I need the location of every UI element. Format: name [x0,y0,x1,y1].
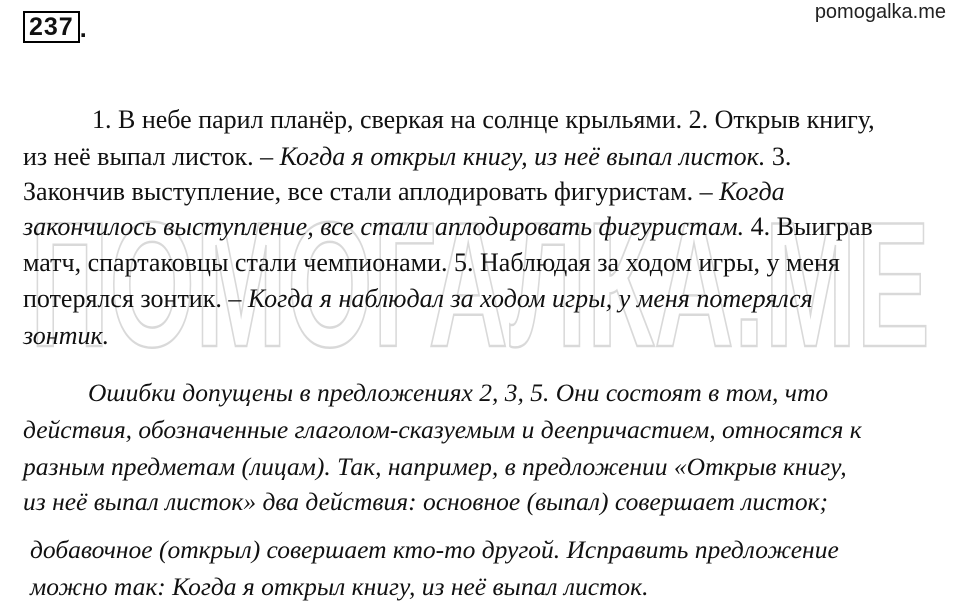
exercise-line [23,247,840,279]
corrected-text: Когда я открыл книгу, из неё выпал листок. [279,142,766,171]
explanation-line: из неё выпал листок» два действия: основное (выпал) совершает листок; [23,487,829,516]
site-label: pomogalka.me [814,1,946,23]
corrected-text: закончилось выступление, все стали аплодировать фигуристам. [23,212,745,241]
explanation-line: Ошибки допущены в предложениях 2, 3, 5. Они состоят в том, что [88,378,829,407]
plain-text: потерялся зонтик. – [23,284,248,313]
corrected-text: Когда [719,177,785,206]
exercise-line [23,141,791,173]
exercise-line [23,211,873,243]
plain-text: 1. В небе парил планёр, сверкая на солнце крыльями. 2. Открыв книгу, [92,105,875,134]
task-number-dot: . [79,15,87,43]
corrected-text: Когда я наблюдал за ходом игры, у меня потерялся [247,284,813,313]
explanation-line: добавочное (открыл) совершает кто-то другой. Исправить предложение [30,535,839,564]
plain-text: Закончив выступление, все стали аплодировать фигуристам. – [23,177,720,206]
explanation-line: разным предметам (лицам). Так, например, в предложении «Открыв книгу, [23,452,847,481]
explanation-line: можно так: Когда я открыл книгу, из неё выпал листок. [30,572,649,601]
task-number-box: 237 [23,11,80,43]
exercise-line [92,104,875,136]
explanation-line: действия, обозначенные глаголом-сказуемым и деепричастием, относятся к [23,415,862,444]
exercise-line [23,176,785,208]
plain-text: матч, спартаковцы стали чемпионами. 5. Наблюдая за ходом игры, у меня [23,248,840,277]
exercise-line [23,283,813,315]
exercise-line [23,320,109,352]
task-number [23,11,87,43]
plain-text: 3. [765,142,792,171]
plain-text: из неё выпал листок. – [23,142,280,171]
watermark-text: ПОМОГАЛКА.МЕ [30,208,930,358]
corrected-text: зонтик. [23,321,110,350]
plain-text: 4. Выиграв [744,212,873,241]
